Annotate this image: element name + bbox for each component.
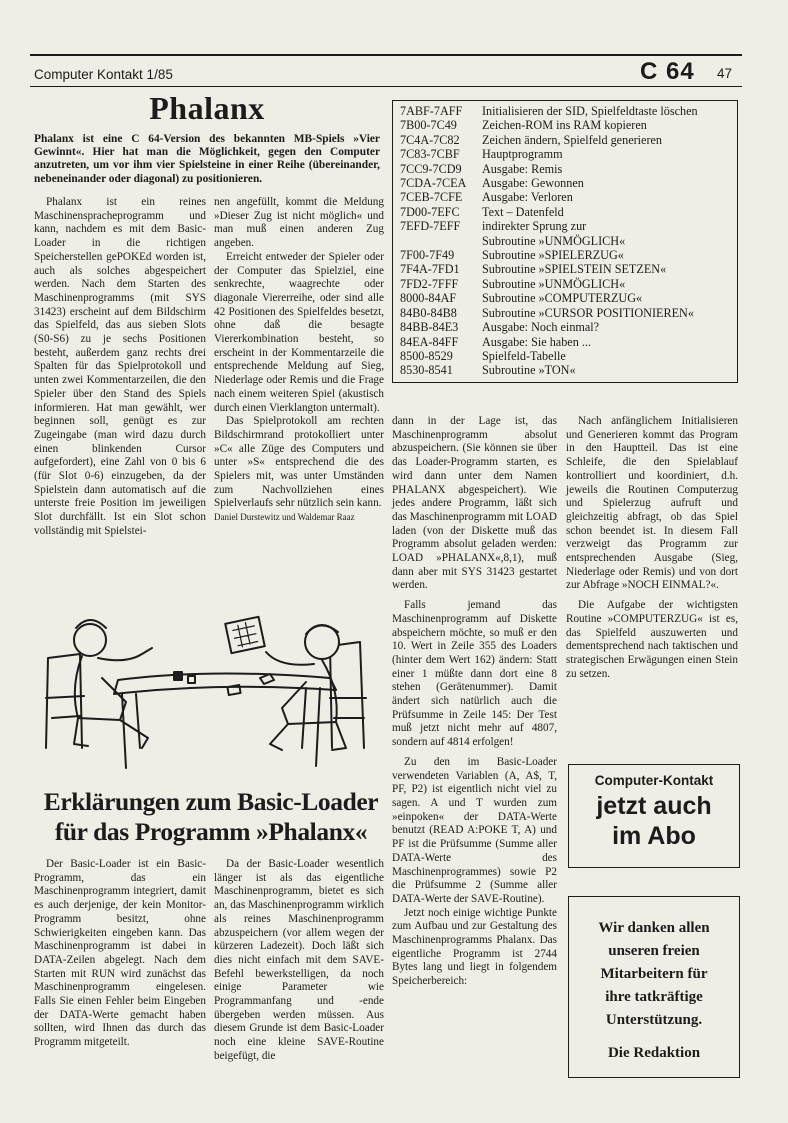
- memory-description: Spielfeld-Tabelle: [482, 348, 566, 363]
- section2-column-1: [34, 858, 206, 1050]
- article-paragraph: Falls jemand das Maschinenprogramm auf Diskette abspeichern möchte, so muß er den 10. Wert in Zeile 355 des Loaders (hinter dem Wert 162) ändern: Statt einer 1 müßte dann dort eine 8 stehen (Gerätenummer). Damit ändert sich natürlich auch die Prüfsumme in Zeile 145: Der Test muß jetzt nicht mehr auf 4807, sondern auf 4814 erfolgen!: [392, 599, 557, 749]
- memory-map-row: [400, 277, 731, 291]
- memory-address: 7ABF-7AFF: [400, 104, 463, 118]
- memory-description: Subroutine »UNMÖGLICH«: [482, 276, 626, 291]
- memory-map-row: [400, 291, 731, 305]
- memory-description: Subroutine »SPIELSTEIN SETZEN«: [482, 262, 667, 277]
- section2-title-line1: Erklärungen zum Basic-Loader: [43, 787, 379, 816]
- article-paragraph: dann in der Lage ist, das Maschinenprogramm absolut abzuspeichern. (Sie können sie über das Loader-Programm starten, es wird dann unter dem Namen PHALANX abgespeichert). Wie jedes andere Programm, läßt sich das Maschinenprogramm mit LOAD laden (von der Diskette muß das Programm absolut geladen werden: LOAD »PHALANX«,8,1), muß dann aber mit SYS 31423 gestartet werden.: [392, 415, 557, 592]
- header-top-rule: [30, 54, 742, 56]
- memory-address: 7CDA-7CEA: [400, 176, 467, 191]
- memory-description: Subroutine »SPIELERZUG«: [482, 248, 624, 263]
- memory-description: Initialisieren der SID, Spielfeldtaste löschen: [482, 104, 698, 118]
- article-title: Phalanx: [149, 90, 265, 126]
- memory-address: 7F4A-7FD1: [400, 262, 460, 277]
- article-paragraph: Da der Basic-Loader wesentlich länger ist als das eigentliche Maschinenprogramm, bietet es sich an, das Maschinenprogramm wirklich als reines Maschinenprogramm abzuspeichern (vor allem wegen der kürzeren Ladezeit). Doch läßt sich dies nicht einfach mit dem SAVE-Befehl bewerkstelligen, da noch einige Parameter wie Programmanfang und -ende übergeben werden müssen. Aus diesem Grunde ist dem Basic-Loader noch eine kleine SAVE-Routine beigefügt, die: [214, 858, 384, 1062]
- article-paragraph: Erreicht entweder der Spieler oder der Computer das Spielziel, eine senkrechte, waagrechte oder diagonale Viererreihe, oder sind alle 42 Positionen des Spielfeldes besetzt, ohne daß die besagte Viererkombination besteht, so erscheint in der Kommentarzeile die entsprechende Meldung auf Sieg, Niederlage oder Remis und die Frage nach einem weiteren Spiel (akustisch durch einen Vierklangton untermalt).: [214, 250, 384, 414]
- article-paragraph: Der Basic-Loader ist ein Basic-Programm, das ein Maschinenprogramm integriert, damit es auch derjenige, der kein Monitor-Programm besitzt, ohne Schwierigkeiten eingeben kann. Das Maschinenprogramm ist dabei in DATA-Zeilen abgelegt. Nach dem Starten mit RUN wird zunächst das Maschinenprogramm eingelesen. Falls Sie einen Fehler beim Eingeben der DATA-Werte gemacht haben sollten, wird Ihnen das durch das Programm mitgeteilt.: [34, 858, 206, 1049]
- memory-description: Ausgabe: Noch einmal?: [482, 320, 600, 335]
- board-game-illustration: [30, 598, 392, 776]
- memory-address: 8500-8529: [400, 348, 453, 363]
- thanks-line-4: ihre tatkräftige: [605, 989, 703, 1005]
- memory-map-row: [400, 335, 731, 349]
- memory-description: Subroutine »CURSOR POSITIONIEREN«: [482, 305, 694, 320]
- header-bottom-rule: [30, 86, 742, 87]
- memory-map-row: [400, 363, 731, 377]
- memory-description: Hauptprogramm: [482, 147, 563, 162]
- article-column-3: [392, 415, 557, 989]
- memory-description: Subroutine »TON«: [482, 363, 576, 378]
- memory-address: 7D00-7EFC: [400, 204, 460, 219]
- memory-map-row: [400, 118, 731, 132]
- memory-address: 7C83-7CBF: [400, 147, 460, 162]
- memory-description: Subroutine »UNMÖGLICH«: [482, 233, 626, 248]
- memory-map-row: [400, 306, 731, 320]
- memory-address: [400, 234, 482, 248]
- memory-map-row: [400, 162, 731, 176]
- memory-address: 84B0-84B8: [400, 305, 457, 320]
- memory-address: 84EA-84FF: [400, 334, 459, 349]
- memory-description: Ausgabe: Verloren: [482, 190, 573, 205]
- article-column-2: [214, 196, 384, 525]
- memory-description: Subroutine »COMPUTERZUG«: [482, 291, 643, 306]
- article-paragraph: Die Aufgabe der wichtigsten Routine »COMPUTERZUG« ist es, das Spielfeld auszuwerten und dementsprechend nach taktischen und strategischen Erwägungen einen Stein zu setzen.: [566, 599, 738, 680]
- memory-description: Zeichen-ROM ins RAM kopieren: [482, 118, 647, 133]
- memory-description: Text – Datenfeld: [482, 204, 564, 219]
- memory-map-row: [400, 190, 731, 204]
- article-paragraph: Jetzt noch einige wichtige Punkte zum Aufbau und zur Gestaltung des Maschinenprogramms Phalanx. Das eigentliche Programm ist 2744 Bytes lang und liegt in folgendem Speicherbereich:: [392, 906, 557, 988]
- page-number: 47: [717, 66, 733, 81]
- memory-map-row: [400, 320, 731, 334]
- article-column-1: [34, 196, 206, 539]
- memory-map-row: [400, 349, 731, 363]
- memory-description: Ausgabe: Sie haben ...: [482, 334, 591, 349]
- memory-map-row: [400, 262, 731, 276]
- memory-map-table: [392, 100, 738, 383]
- memory-address: 7C4A-7C82: [400, 132, 460, 147]
- memory-address: 7EFD-7EFF: [400, 219, 461, 234]
- memory-description: Ausgabe: Remis: [482, 161, 563, 176]
- memory-address: 7CEB-7CFE: [400, 190, 463, 205]
- memory-description: Zeichen ändern, Spielfeld generieren: [482, 132, 663, 147]
- ad-line-1: Computer-Kontakt: [594, 773, 714, 788]
- thanks-line-2: unseren freien: [608, 943, 700, 959]
- article-authors: Daniel Durstewitz und Waldemar Raaz: [214, 512, 355, 523]
- memory-map-row: [400, 133, 731, 147]
- article-column-4: [566, 415, 738, 681]
- thanks-line-3: Mitarbeitern für: [600, 966, 708, 982]
- subscription-ad-box: [568, 764, 740, 868]
- thanks-line-1: Wir danken allen: [598, 920, 710, 936]
- memory-map-row: [400, 248, 731, 262]
- memory-address: 7FD2-7FFF: [400, 276, 459, 291]
- memory-address: 8000-84AF: [400, 291, 457, 306]
- memory-address: 8530-8541: [400, 363, 453, 378]
- section2-title-line2: für das Programm »Phalanx«: [54, 817, 368, 846]
- ad-line-2: jetzt auch: [596, 792, 712, 820]
- memory-address: 7F00-7F49: [400, 248, 455, 263]
- article-lead: Phalanx ist eine C 64-Version des bekannten MB-Spiels »Vier Gewinnt«. Hier hat man die Möglichkeit, gegen den Computer anzutreten, um vor ihm vier Spielsteine in einer Reihe (übereinander, nebeneinander oder diagonal) zu positionieren.: [34, 133, 380, 185]
- memory-map-row: [400, 176, 731, 190]
- article-paragraph: Das Spielprotokoll am rechten Bildschirmrand protokolliert unter »C« alle Züge des Computers und unter »S« entsprechend die des Spielers mit, was unter Umständen zum Nachvollziehen eines Spielverlaufs sehr nützlich sein kann.: [214, 415, 384, 510]
- article-paragraph: Zu den im Basic-Loader verwendeten Variablen (A, A$, T, PF, P2) ist eigentlich nicht viel zu sagen. A und T wurden zum »einpoken« der DATA-Werte benutzt (READ A:POKE T, A) und PF ist die Prüfsumme (Summe aller DATA-Werte des Maschinenprogrammes) sowie P2 die Prüfsumme 2 (Summe aller DATA-Werte der SAVE-Routine).: [392, 755, 557, 905]
- memory-address: 7CC9-7CD9: [400, 161, 462, 176]
- article-paragraph: nen angefüllt, kommt die Meldung »Dieser Zug ist nicht möglich« und man muß einen anderen Zug angeben.: [214, 196, 384, 250]
- memory-description: Ausgabe: Gewonnen: [482, 176, 584, 191]
- magazine-issue: Computer Kontakt 1/85: [34, 67, 173, 82]
- memory-map-row: [400, 147, 731, 161]
- memory-description: indirekter Sprung zur: [482, 219, 587, 234]
- section-label: C 64: [640, 58, 695, 85]
- article-paragraph: Phalanx ist ein reines Maschinenspracheprogramm und kann, nachdem es mit dem Basic-Loader in die richtigen Speicherstellen gePOKEd worden ist, auch als solches abgespeichert werden. Nach dem Starten des Maschinenprogramms (mit SYS 31423) erscheint auf dem Bildschirm das Spielfeld, das aus sieben Slots (S0-S6) zu je sechs Positionen besteht, außerdem ganz rechts drei Spalten für das Spielprotokoll und unten zwei Kommentarzeilen, die den Spieler über den Stand des Spiels informieren. Hat man gewählt, wer beginnen soll, genügt es zur Zugeingabe (man wird dazu durch einen blinkenden Cursor aufgefordert), eine Zahl von 0 bis 6 (für Slot 0-6) einzugeben, da der Spielstein dann automatisch auf die unterste freie Position im jeweiligen Slot durchfällt. Ist ein Slot schon vollständig mit Spielstei-: [34, 196, 206, 537]
- thanks-box: [568, 896, 740, 1078]
- memory-address: 7B00-7C49: [400, 118, 457, 133]
- thanks-line-5: Unterstützung.: [605, 1012, 703, 1028]
- article-paragraph: Nach anfänglichem Initialisieren und Generieren kommt das Program in den Hauptteil. Das ist eine Schleife, die den Spielablauf kontrolliert und koordiniert, d.h. jeweils die Routinen Computerzug und Spielerzug aufruft und gleichzeitig abfragt, ob das Spiel schon beendet ist. In diesem Fall verzweigt das Programm zur entsprechenden Ausgabe (Sieg, Niederlage oder Remis) und von dort zur Abfrage »NOCH EINMAL?«.: [566, 415, 738, 592]
- ad-line-3: im Abo: [612, 822, 696, 850]
- memory-address: 84BB-84E3: [400, 320, 459, 335]
- memory-map-row: [400, 205, 731, 219]
- memory-map-row: [400, 234, 731, 248]
- thanks-signoff: Die Redaktion: [607, 1045, 701, 1061]
- memory-map-row: [400, 104, 731, 118]
- section2-column-2: [214, 858, 384, 1064]
- memory-map-row: [400, 219, 731, 233]
